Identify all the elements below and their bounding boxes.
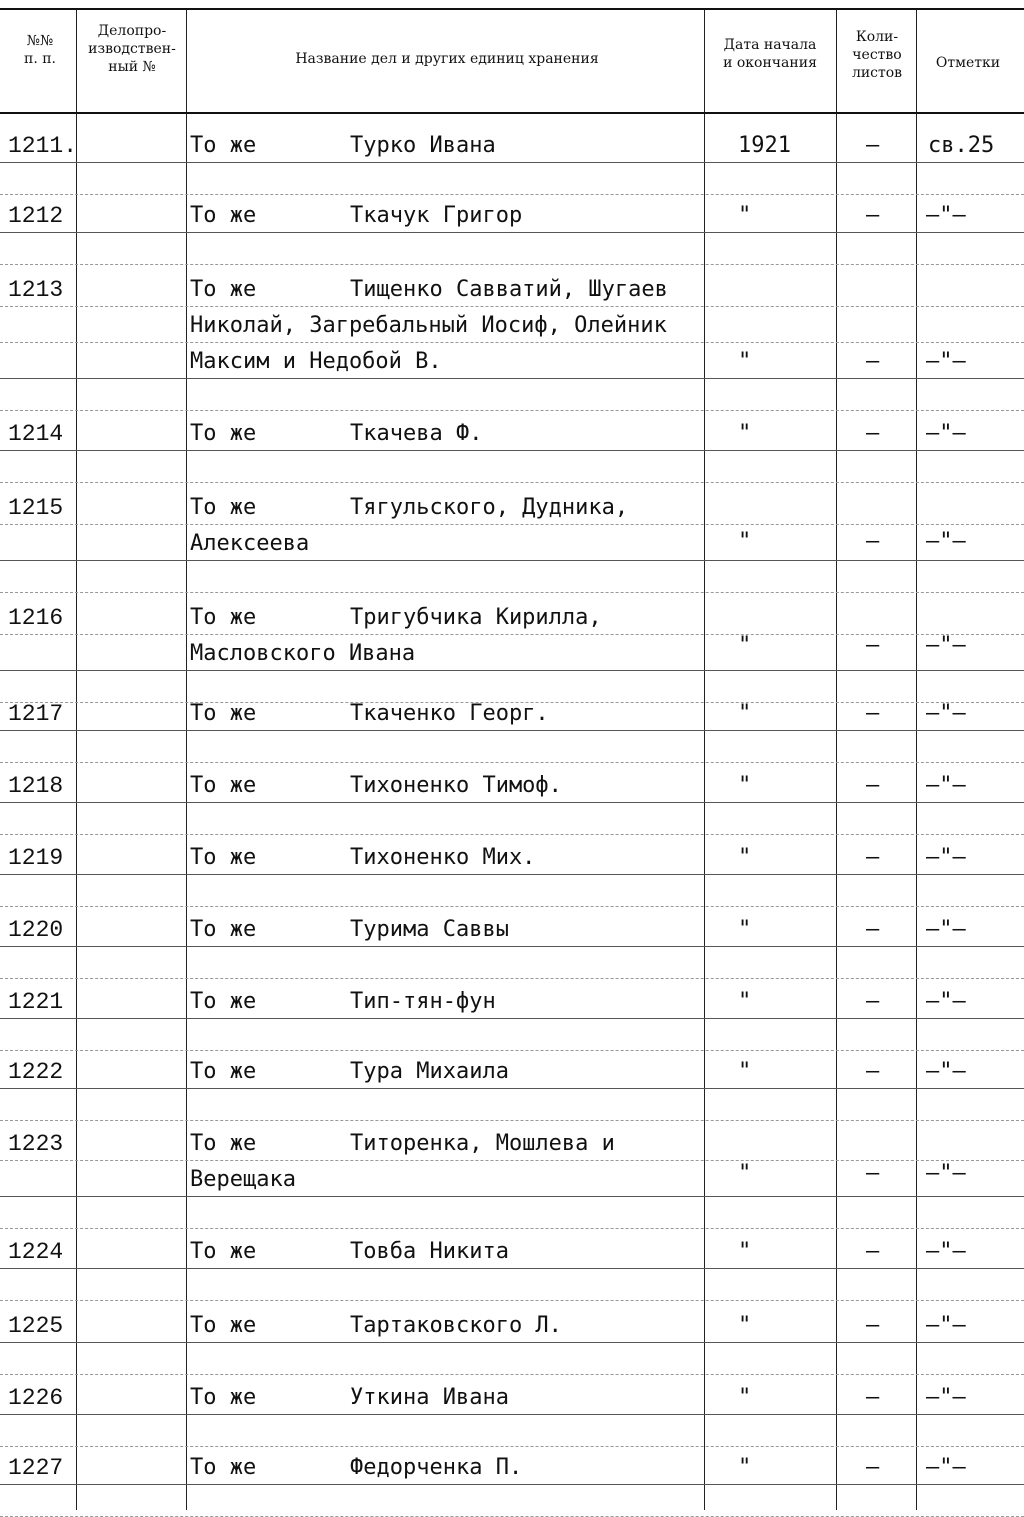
row-title: Тип-тян-фун [350,989,496,1014]
row-separator [0,1120,1024,1121]
row-title: Тартаковского Л. [350,1313,562,1338]
row-rule [0,560,1024,561]
row-title: Турима Саввы [350,917,509,942]
row-title: Товба Никита [350,1239,509,1264]
table-top-border [0,8,1024,10]
row-dates: " [738,1313,752,1338]
row-dates: " [738,633,752,658]
row-number: 1223 [8,1131,64,1157]
row-dates: " [738,701,752,726]
row-title-continued: Масловского Ивана [190,641,416,666]
row-separator [0,834,1024,835]
row-prefix: То же [190,845,257,870]
row-sheet-count: – [866,133,880,158]
row-title: Тихоненко Мих. [350,845,536,870]
row-sheet-count: – [866,845,880,870]
row-sheet-count: – [866,1385,880,1410]
row-notes: –"– [926,917,966,942]
row-separator [0,264,1024,265]
row-prefix: То же [190,203,257,228]
row-prefix: То же [190,701,257,726]
row-separator [0,1446,1024,1447]
row-number: 1218 [8,773,64,799]
row-title: Тригубчика Кирилла, [350,605,602,630]
row-number: 1213 [8,277,64,303]
row-number: 1214 [8,421,64,447]
row-dates: " [738,989,752,1014]
row-notes: –"– [926,1059,966,1084]
row-sheet-count: – [866,989,880,1014]
row-notes: –"– [926,989,966,1014]
row-dates: " [738,203,752,228]
row-notes: –"– [926,1161,966,1186]
row-prefix: То же [190,989,257,1014]
row-number: 1225 [8,1313,64,1339]
row-notes: –"– [926,701,966,726]
row-sheet-count: – [866,349,880,374]
row-title: Федорченка П. [350,1455,523,1480]
row-prefix: То же [190,1239,257,1264]
row-title: Турко Ивана [350,133,496,158]
header-title: Название дел и других единиц хранения [295,51,599,67]
row-separator [0,906,1024,907]
row-prefix: То же [190,773,257,798]
row-dates: " [738,773,752,798]
column-divider [704,10,705,1510]
header-office-num: Делопро- изводствен- ный № [88,23,176,75]
row-prefix: То же [190,421,257,446]
row-prefix: То же [190,495,257,520]
row-notes: –"– [926,1313,966,1338]
row-notes: св.25 [928,133,995,158]
row-notes: –"– [926,845,966,870]
row-separator [0,1228,1024,1229]
row-separator [0,194,1024,195]
row-title: Тихоненко Тимоф. [350,773,562,798]
row-separator [0,762,1024,763]
row-notes: –"– [926,421,966,446]
column-divider [186,10,187,1510]
row-prefix: То же [190,605,257,630]
row-title: Ткачева Ф. [350,421,483,446]
row-number: 1221 [8,989,64,1015]
row-number: 1215 [8,495,64,521]
row-notes: –"– [926,633,966,658]
row-sheet-count: – [866,1059,880,1084]
row-notes: –"– [926,349,966,374]
row-prefix: То же [190,1313,257,1338]
row-title-continued: Алексеева [190,531,310,556]
row-notes: –"– [926,773,966,798]
column-divider [916,10,917,1510]
row-notes: –"– [926,1455,966,1480]
row-sheet-count: – [866,203,880,228]
header-notes: Отметки [935,55,1001,71]
column-divider [76,10,77,1510]
row-prefix: То же [190,1385,257,1410]
row-title: Тягульского, Дудника, [350,495,629,520]
header-dates: Дата начала и окончания [723,37,817,71]
row-number: 1216 [8,605,64,631]
row-prefix: То же [190,1131,257,1156]
row-title-continued: Верещака [190,1167,296,1192]
row-number: 1220 [8,917,64,943]
row-prefix: То же [190,133,257,158]
header-bottom-border [0,112,1024,114]
row-dates: " [738,1385,752,1410]
row-number: 1217 [8,701,64,727]
row-sheet-count: – [866,773,880,798]
row-separator [0,592,1024,593]
row-separator [0,1050,1024,1051]
row-title: Тищенко Савватий, Шугаев [350,277,668,302]
row-number: 1227 [8,1455,64,1481]
header-sheets: Коли- чество листов [851,29,903,81]
row-title: Ткаченко Георг. [350,701,549,726]
row-title-continued: Николай, Загребальный Иосиф, Олейник Максим и Недобой В. [190,313,667,374]
row-dates: " [738,1239,752,1264]
row-sheet-count: – [866,701,880,726]
row-title: Тура Михаила [350,1059,509,1084]
row-separator [0,1374,1024,1375]
row-sheet-count: – [866,529,880,554]
row-number: 1211. [8,133,78,159]
row-sheet-count: – [866,1455,880,1480]
row-sheet-count: – [866,1161,880,1186]
row-dates: " [738,1059,752,1084]
row-notes: –"– [926,1385,966,1410]
row-dates: " [738,1455,752,1480]
row-notes: –"– [926,203,966,228]
row-sheet-count: – [866,1239,880,1264]
row-number: 1212 [8,203,64,229]
row-dates: " [738,917,752,942]
row-sheet-count: – [866,633,880,658]
row-prefix: То же [190,917,257,942]
row-number: 1219 [8,845,64,871]
header-num: №№ п. п. [23,33,56,67]
row-sheet-count: – [866,421,880,446]
row-dates: " [738,349,752,374]
row-number: 1222 [8,1059,64,1085]
row-separator [0,410,1024,411]
row-dates: " [738,1161,752,1186]
row-rule [0,1196,1024,1197]
row-title: Титоренка, Мошлева и [350,1131,615,1156]
row-separator [0,978,1024,979]
row-separator [0,482,1024,483]
row-dates: 1921 [738,133,791,158]
row-separator [0,1300,1024,1301]
row-prefix: То же [190,1455,257,1480]
row-notes: –"– [926,1239,966,1264]
row-dates: " [738,529,752,554]
row-rule [0,670,1024,671]
row-dates: " [738,421,752,446]
row-prefix: То же [190,1059,257,1084]
column-divider [836,10,837,1510]
row-sheet-count: – [866,917,880,942]
row-title: Уткина Ивана [350,1385,509,1410]
row-prefix: То же [190,277,257,302]
row-notes: –"– [926,529,966,554]
row-sheet-count: – [866,1313,880,1338]
row-title: Ткачук Григор [350,203,523,228]
row-number: 1226 [8,1385,64,1411]
row-number: 1224 [8,1239,64,1265]
row-dates: " [738,845,752,870]
